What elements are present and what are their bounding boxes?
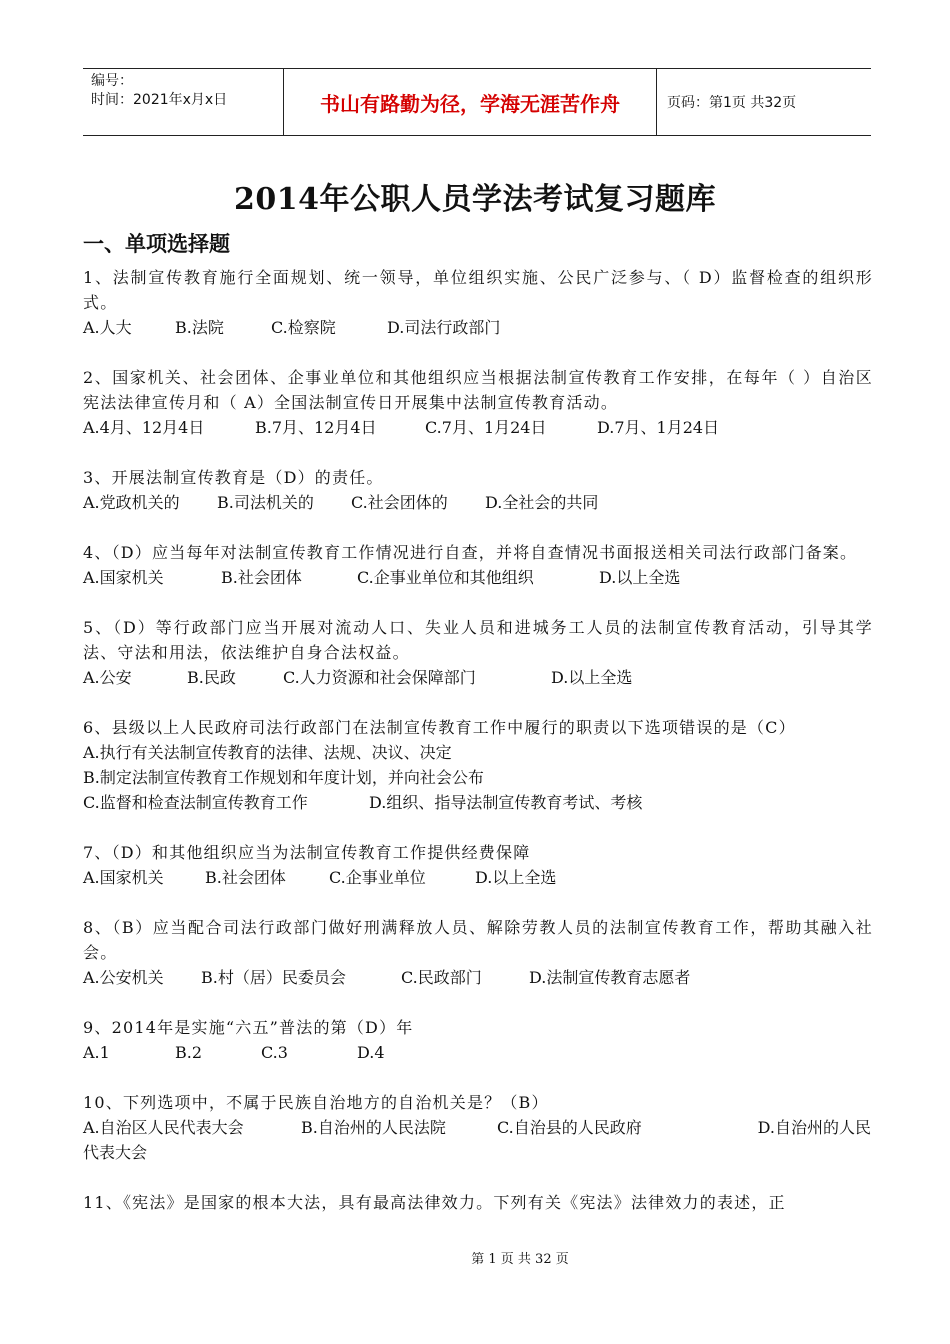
question-stem: 11、《宪法》是国家的根本大法，具有最高法律效力。下列有关《宪法》法律效力的表述，正 xyxy=(83,1193,786,1212)
question-item xyxy=(83,540,873,590)
option: D.以上全选 xyxy=(551,668,633,687)
option: D.法制宣传教育志愿者 xyxy=(529,968,691,987)
question-item xyxy=(83,265,873,340)
option: A.4月、12月4日 xyxy=(83,418,205,437)
option: B.制定法制宣传教育工作规划和年度计划，并向社会公布 xyxy=(83,768,484,787)
option: D.4 xyxy=(357,1043,385,1062)
option: C.人力资源和社会保障部门 xyxy=(283,668,476,687)
option: C.社会团体的 xyxy=(351,493,448,512)
option: C.检察院 xyxy=(271,318,336,337)
option: B.自治州的人民法院 xyxy=(301,1118,446,1137)
option: C.民政部门 xyxy=(401,968,482,987)
options-row xyxy=(83,965,873,990)
number-label: 编号： xyxy=(91,73,133,89)
option: C.3 xyxy=(261,1043,288,1062)
question-item xyxy=(83,915,873,990)
option: D.组织、指导法制宣传教育考试、考核 xyxy=(369,793,643,812)
option: A.国家机关 xyxy=(83,568,164,587)
option: A.国家机关 xyxy=(83,868,164,887)
option-continuation: 代表大会 xyxy=(83,1143,148,1162)
options-row xyxy=(83,790,873,815)
options-row xyxy=(83,415,873,440)
option: B.2 xyxy=(175,1043,203,1062)
option: B.司法机关的 xyxy=(217,493,314,512)
option: A.公安机关 xyxy=(83,968,164,987)
question-item xyxy=(83,615,873,690)
header-page-label: 页码：第1页 共32页 xyxy=(667,95,797,111)
question-stem: 6、县级以上人民政府司法行政部门在法制宣传教育工作中履行的职责以下选项错误的是（C） xyxy=(83,718,796,737)
header-motto: 书山有路勤为径，学海无涯苦作舟 xyxy=(284,69,657,135)
option: A.党政机关的 xyxy=(83,493,180,512)
question-item xyxy=(83,1015,873,1065)
option: B.法院 xyxy=(175,318,224,337)
option: C.企事业单位 xyxy=(329,868,426,887)
question-item xyxy=(83,365,873,440)
question-stem: 4、（D）应当每年对法制宣传教育工作情况进行自查，并将自查情况书面报送相关司法行政部门备案。 xyxy=(83,543,858,562)
options-row xyxy=(83,565,873,590)
question-item xyxy=(83,1190,873,1215)
section-title: 一、单项选择题 xyxy=(83,232,230,256)
option: D.7月、1月24日 xyxy=(597,418,720,437)
option: B.社会团体 xyxy=(221,568,302,587)
option-first-part: D.自治州的人民 xyxy=(757,1118,871,1137)
option: B.社会团体 xyxy=(205,868,286,887)
options-row xyxy=(83,490,873,515)
option: A.自治区人民代表大会 xyxy=(83,1118,244,1137)
question-stem: 2、国家机关、社会团体、企事业单位和其他组织应当根据法制宣传教育工作安排，在每年（ ）自治区宪法法律宣传月和（ A）全国法制宣传日开展集中法制宣传教育活动。 xyxy=(83,368,873,412)
document-title: 2014年公职人员学法考试复习题库 xyxy=(234,182,716,217)
header-meta xyxy=(83,69,284,135)
option: A.执行有关法制宣传教育的法律、法规、决议、决定 xyxy=(83,743,452,762)
options-row xyxy=(83,1115,873,1140)
document-header xyxy=(83,68,871,136)
question-stem: 10、下列选项中，不属于民族自治地方的自治机关是？（B） xyxy=(83,1093,549,1112)
options-row xyxy=(83,865,873,890)
options-row xyxy=(83,315,873,340)
time-label: 时间：2021年x月x日 xyxy=(91,92,228,108)
option: D.司法行政部门 xyxy=(387,318,501,337)
question-stem: 7、（D）和其他组织应当为法制宣传教育工作提供经费保障 xyxy=(83,843,531,862)
option: C.企事业单位和其他组织 xyxy=(357,568,534,587)
option: D.全社会的共同 xyxy=(485,493,599,512)
question-stem: 3、开展法制宣传教育是（D）的责任。 xyxy=(83,468,384,487)
option: B.村（居）民委员会 xyxy=(201,968,346,987)
question-item xyxy=(83,715,873,815)
page-footer: 第 1 页 共 32 页 xyxy=(471,1252,569,1267)
option: B.民政 xyxy=(187,668,236,687)
question-list xyxy=(83,265,873,1240)
option: C.自治县的人民政府 xyxy=(497,1118,642,1137)
option: B.7月、12月4日 xyxy=(255,418,377,437)
question-item xyxy=(83,840,873,890)
option: C.监督和检查法制宣传教育工作 xyxy=(83,793,308,812)
option: A.公安 xyxy=(83,668,132,687)
option: C.7月、1月24日 xyxy=(425,418,547,437)
question-item xyxy=(83,1090,873,1165)
option: D.以上全选 xyxy=(475,868,557,887)
option: A.1 xyxy=(83,1043,110,1062)
option: D.以上全选 xyxy=(599,568,681,587)
question-stem: 8、（B）应当配合司法行政部门做好刑满释放人员、解除劳教人员的法制宣传教育工作，帮助其融入社会。 xyxy=(83,918,873,962)
question-stem: 5、（D）等行政部门应当开展对流动人口、失业人员和进城务工人员的法制宣传教育活动，引导其学法、守法和用法，依法维护自身合法权益。 xyxy=(83,618,873,662)
options-row xyxy=(83,1040,873,1065)
question-stem: 1、法制宣传教育施行全面规划、统一领导，单位组织实施、公民广泛参与、（ D）监督检查的组织形式。 xyxy=(83,268,873,312)
option: A.人大 xyxy=(83,318,132,337)
question-stem: 9、2014年是实施“六五”普法的第（D）年 xyxy=(83,1018,414,1037)
question-item xyxy=(83,465,873,515)
options-row xyxy=(83,665,873,690)
